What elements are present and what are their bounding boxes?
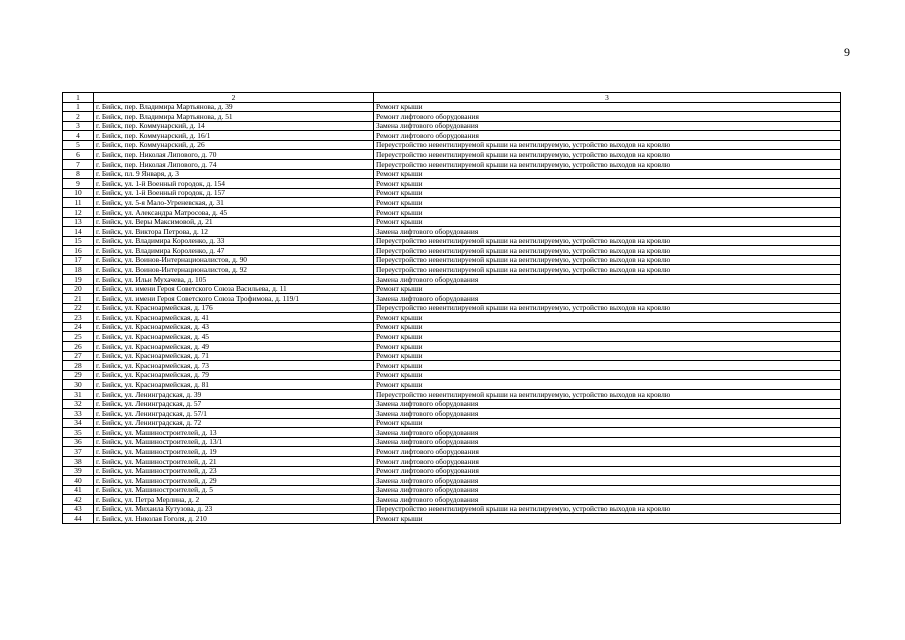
row-work-type: Ремонт лифтового оборудования xyxy=(374,466,841,476)
page-number: 9 xyxy=(844,45,850,59)
row-address: г. Бийск, пер. Владимира Мартьянова, д. 51 xyxy=(94,112,374,122)
table-row xyxy=(63,284,841,294)
table-row xyxy=(63,380,841,390)
row-number: 32 xyxy=(63,399,94,409)
row-address: г. Бийск, ул. Красноармейская, д. 79 xyxy=(94,370,374,380)
row-number: 20 xyxy=(63,284,94,294)
row-work-type: Замена лифтового оборудования xyxy=(374,476,841,486)
row-number: 22 xyxy=(63,303,94,313)
table-row xyxy=(63,361,841,371)
table-row xyxy=(63,140,841,150)
row-number: 8 xyxy=(63,169,94,179)
table-row xyxy=(63,504,841,514)
row-work-type: Ремонт крыши xyxy=(374,179,841,189)
row-address: г. Бийск, ул. имени Героя Советского Союза Васильева, д. 11 xyxy=(94,284,374,294)
row-address: г. Бийск, ул. имени Героя Советского Союза Трофимова, д. 119/1 xyxy=(94,294,374,304)
row-number: 14 xyxy=(63,227,94,237)
row-work-type: Ремонт крыши xyxy=(374,351,841,361)
row-number: 40 xyxy=(63,476,94,486)
table-row xyxy=(63,485,841,495)
row-work-type: Ремонт крыши xyxy=(374,418,841,428)
row-address: г. Бийск, ул. Михаила Кутузова, д. 23 xyxy=(94,504,374,514)
row-work-type: Ремонт крыши xyxy=(374,380,841,390)
row-number: 42 xyxy=(63,495,94,505)
table-row xyxy=(63,227,841,237)
row-address: г. Бийск, ул. Владимира Короленко, д. 47 xyxy=(94,246,374,256)
row-address: г. Бийск, пер. Владимира Мартьянова, д. 39 xyxy=(94,102,374,112)
row-number: 9 xyxy=(63,179,94,189)
table-row xyxy=(63,112,841,122)
row-number: 26 xyxy=(63,342,94,352)
row-number: 25 xyxy=(63,332,94,342)
row-work-type: Ремонт крыши xyxy=(374,169,841,179)
row-number: 28 xyxy=(63,361,94,371)
table-row xyxy=(63,236,841,246)
row-number: 36 xyxy=(63,437,94,447)
row-number: 18 xyxy=(63,265,94,275)
row-work-type: Ремонт лифтового оборудования xyxy=(374,131,841,141)
table-row xyxy=(63,332,841,342)
row-number: 19 xyxy=(63,274,94,284)
row-work-type: Ремонт крыши xyxy=(374,207,841,217)
row-work-type: Переустройство невентилируемой крыши на вентилируемую, устройство выходов на кровлю xyxy=(374,255,841,265)
row-address: г. Бийск, ул. Машиностроителей, д. 5 xyxy=(94,485,374,495)
row-number: 17 xyxy=(63,255,94,265)
row-address: г. Бийск, пер. Коммунарский, д. 14 xyxy=(94,121,374,131)
row-address: г. Бийск, ул. Александра Матросова, д. 45 xyxy=(94,207,374,217)
row-work-type: Замена лифтового оборудования xyxy=(374,485,841,495)
row-work-type: Ремонт крыши xyxy=(374,198,841,208)
table-row xyxy=(63,428,841,438)
row-number: 2 xyxy=(63,112,94,122)
row-work-type: Ремонт крыши xyxy=(374,102,841,112)
row-work-type: Ремонт крыши xyxy=(374,188,841,198)
row-work-type: Переустройство невентилируемой крыши на вентилируемую, устройство выходов на кровлю xyxy=(374,160,841,170)
table-row xyxy=(63,437,841,447)
row-work-type: Переустройство невентилируемой крыши на вентилируемую, устройство выходов на кровлю xyxy=(374,504,841,514)
row-address: г. Бийск, пер. Николая Липового, д. 70 xyxy=(94,150,374,160)
row-work-type: Переустройство невентилируемой крыши на вентилируемую, устройство выходов на кровлю xyxy=(374,140,841,150)
row-number: 34 xyxy=(63,418,94,428)
table-row xyxy=(63,389,841,399)
row-work-type: Замена лифтового оборудования xyxy=(374,227,841,237)
table-row xyxy=(63,418,841,428)
row-work-type: Ремонт крыши xyxy=(374,514,841,524)
row-address: г. Бийск, ул. Красноармейская, д. 45 xyxy=(94,332,374,342)
row-work-type: Переустройство невентилируемой крыши на вентилируемую, устройство выходов на кровлю xyxy=(374,303,841,313)
row-work-type: Переустройство невентилируемой крыши на вентилируемую, устройство выходов на кровлю xyxy=(374,389,841,399)
row-number: 23 xyxy=(63,313,94,323)
table-row xyxy=(63,303,841,313)
row-address: г. Бийск, ул. Воинов-Интернационалистов, д. 90 xyxy=(94,255,374,265)
row-work-type: Ремонт крыши xyxy=(374,217,841,227)
row-work-type: Переустройство невентилируемой крыши на вентилируемую, устройство выходов на кровлю xyxy=(374,236,841,246)
table-row xyxy=(63,160,841,170)
row-number: 33 xyxy=(63,409,94,419)
row-work-type: Замена лифтового оборудования xyxy=(374,428,841,438)
row-address: г. Бийск, ул. Веры Максимовой, д. 21 xyxy=(94,217,374,227)
table-row xyxy=(63,274,841,284)
table-row xyxy=(63,265,841,275)
row-number: 24 xyxy=(63,322,94,332)
row-address: г. Бийск, пер. Николая Липового, д. 74 xyxy=(94,160,374,170)
table-row xyxy=(63,351,841,361)
table-row xyxy=(63,447,841,457)
row-address: г. Бийск, ул. Машиностроителей, д. 13 xyxy=(94,428,374,438)
row-work-type: Переустройство невентилируемой крыши на вентилируемую, устройство выходов на кровлю xyxy=(374,265,841,275)
row-address: г. Бийск, ул. Машиностроителей, д. 23 xyxy=(94,466,374,476)
repair-register-table xyxy=(62,92,841,524)
row-address: г. Бийск, ул. Ильи Мухачева, д. 105 xyxy=(94,274,374,284)
table-row xyxy=(63,150,841,160)
table-row xyxy=(63,169,841,179)
row-work-type: Ремонт лифтового оборудования xyxy=(374,447,841,457)
row-number: 6 xyxy=(63,150,94,160)
row-number: 16 xyxy=(63,246,94,256)
row-address: г. Бийск, ул. Ленинградская, д. 39 xyxy=(94,389,374,399)
row-number: 41 xyxy=(63,485,94,495)
table-row xyxy=(63,294,841,304)
row-number: 11 xyxy=(63,198,94,208)
table-row xyxy=(63,342,841,352)
table-row xyxy=(63,495,841,505)
row-address: г. Бийск, ул. Виктора Петрова, д. 12 xyxy=(94,227,374,237)
row-number: 1 xyxy=(63,102,94,112)
row-address: г. Бийск, пер. Коммунарский, д. 26 xyxy=(94,140,374,150)
table-row xyxy=(63,217,841,227)
row-work-type: Ремонт крыши xyxy=(374,342,841,352)
row-number: 27 xyxy=(63,351,94,361)
row-number: 38 xyxy=(63,456,94,466)
row-address: г. Бийск, ул. Машиностроителей, д. 19 xyxy=(94,447,374,457)
row-address: г. Бийск, ул. Машиностроителей, д. 29 xyxy=(94,476,374,486)
row-number: 44 xyxy=(63,514,94,524)
row-address: г. Бийск, ул. Ленинградская, д. 72 xyxy=(94,418,374,428)
row-work-type: Ремонт крыши xyxy=(374,313,841,323)
row-address: г. Бийск, ул. 5-я Мало-Угреневская, д. 31 xyxy=(94,198,374,208)
row-number: 12 xyxy=(63,207,94,217)
header-cell-number: 1 xyxy=(63,93,94,103)
row-number: 4 xyxy=(63,131,94,141)
row-address: г. Бийск, ул. Владимира Короленко, д. 33 xyxy=(94,236,374,246)
table-row xyxy=(63,207,841,217)
table-row xyxy=(63,255,841,265)
table-row xyxy=(63,246,841,256)
row-address: г. Бийск, ул. Ленинградская, д. 57 xyxy=(94,399,374,409)
row-work-type: Переустройство невентилируемой крыши на вентилируемую, устройство выходов на кровлю xyxy=(374,150,841,160)
row-number: 43 xyxy=(63,504,94,514)
row-address: г. Бийск, ул. Воинов-Интернационалистов, д. 92 xyxy=(94,265,374,275)
row-address: г. Бийск, ул. Красноармейская, д. 43 xyxy=(94,322,374,332)
row-work-type: Замена лифтового оборудования xyxy=(374,409,841,419)
row-number: 21 xyxy=(63,294,94,304)
table-row xyxy=(63,476,841,486)
row-address: г. Бийск, ул. 1-й Военный городок, д. 157 xyxy=(94,188,374,198)
row-work-type: Замена лифтового оборудования xyxy=(374,495,841,505)
row-address: г. Бийск, пл. 9 Января, д. 3 xyxy=(94,169,374,179)
header-cell-address: 2 xyxy=(94,93,374,103)
row-number: 39 xyxy=(63,466,94,476)
table-row xyxy=(63,456,841,466)
row-work-type: Ремонт крыши xyxy=(374,370,841,380)
table-row xyxy=(63,514,841,524)
row-work-type: Замена лифтового оборудования xyxy=(374,121,841,131)
row-address: г. Бийск, ул. Красноармейская, д. 73 xyxy=(94,361,374,371)
row-address: г. Бийск, ул. Красноармейская, д. 71 xyxy=(94,351,374,361)
header-cell-work-type: 3 xyxy=(374,93,841,103)
row-number: 5 xyxy=(63,140,94,150)
row-address: г. Бийск, ул. Ленинградская, д. 57/1 xyxy=(94,409,374,419)
row-address: г. Бийск, ул. Красноармейская, д. 41 xyxy=(94,313,374,323)
row-address: г. Бийск, ул. Петра Мерлина, д. 2 xyxy=(94,495,374,505)
table-row xyxy=(63,313,841,323)
table-row xyxy=(63,466,841,476)
row-work-type: Переустройство невентилируемой крыши на вентилируемую, устройство выходов на кровлю xyxy=(374,246,841,256)
row-work-type: Ремонт лифтового оборудования xyxy=(374,456,841,466)
row-work-type: Ремонт крыши xyxy=(374,361,841,371)
row-address: г. Бийск, ул. Красноармейская, д. 81 xyxy=(94,380,374,390)
row-number: 7 xyxy=(63,160,94,170)
row-number: 13 xyxy=(63,217,94,227)
row-number: 15 xyxy=(63,236,94,246)
table-row xyxy=(63,179,841,189)
row-number: 3 xyxy=(63,121,94,131)
row-address: г. Бийск, ул. 1-й Военный городок, д. 154 xyxy=(94,179,374,189)
row-work-type: Ремонт крыши xyxy=(374,284,841,294)
row-number: 10 xyxy=(63,188,94,198)
row-work-type: Ремонт крыши xyxy=(374,322,841,332)
row-address: г. Бийск, ул. Николая Гоголя, д. 210 xyxy=(94,514,374,524)
row-work-type: Замена лифтового оборудования xyxy=(374,437,841,447)
row-number: 29 xyxy=(63,370,94,380)
row-address: г. Бийск, ул. Машиностроителей, д. 13/1 xyxy=(94,437,374,447)
row-work-type: Замена лифтового оборудования xyxy=(374,274,841,284)
row-address: г. Бийск, ул. Красноармейская, д. 49 xyxy=(94,342,374,352)
table-row xyxy=(63,370,841,380)
table-row xyxy=(63,131,841,141)
table-row xyxy=(63,322,841,332)
table-row xyxy=(63,198,841,208)
row-address: г. Бийск, ул. Машиностроителей, д. 21 xyxy=(94,456,374,466)
table-row xyxy=(63,188,841,198)
row-number: 31 xyxy=(63,389,94,399)
table-row xyxy=(63,399,841,409)
table-header-row xyxy=(63,93,841,103)
row-number: 35 xyxy=(63,428,94,438)
table-row xyxy=(63,121,841,131)
table-row xyxy=(63,409,841,419)
row-work-type: Ремонт крыши xyxy=(374,332,841,342)
row-number: 30 xyxy=(63,380,94,390)
row-address: г. Бийск, ул. Красноармейская, д. 176 xyxy=(94,303,374,313)
row-work-type: Замена лифтового оборудования xyxy=(374,399,841,409)
table-row xyxy=(63,102,841,112)
row-work-type: Ремонт лифтового оборудования xyxy=(374,112,841,122)
row-address: г. Бийск, пер. Коммунарский, д. 16/1 xyxy=(94,131,374,141)
row-work-type: Замена лифтового оборудования xyxy=(374,294,841,304)
row-number: 37 xyxy=(63,447,94,457)
